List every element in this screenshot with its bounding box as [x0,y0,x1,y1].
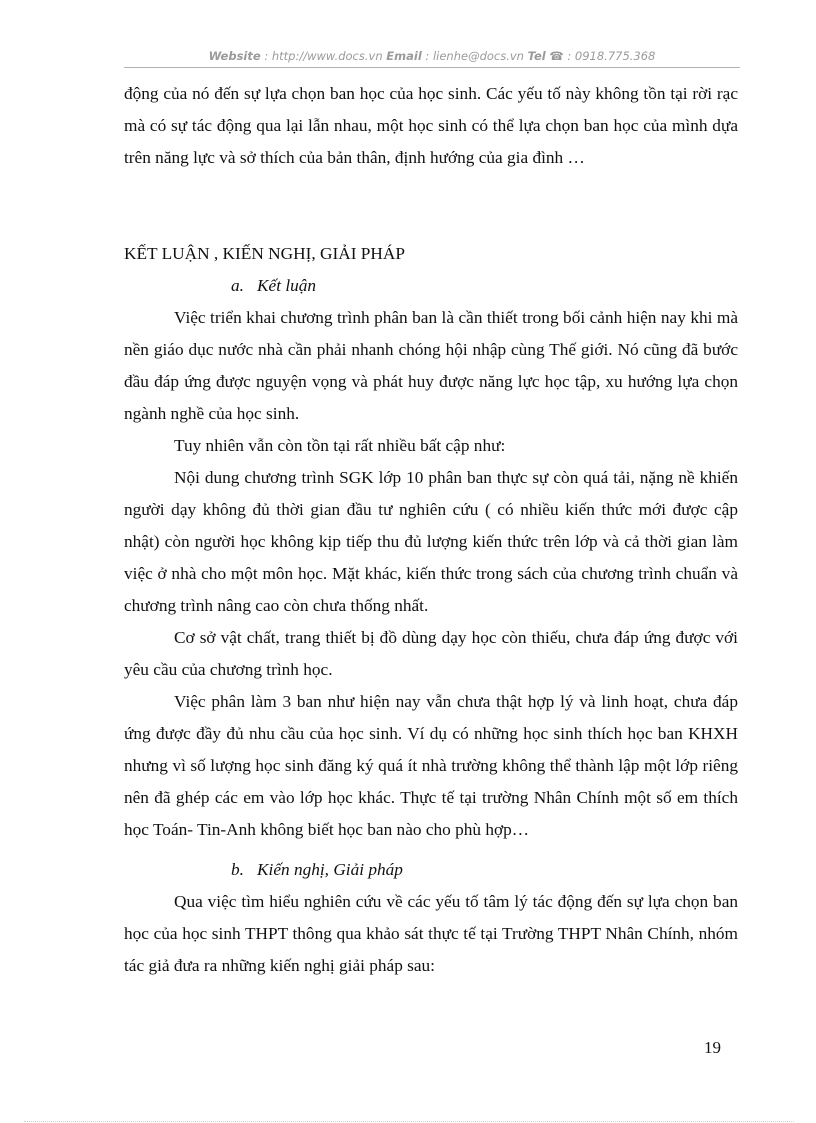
subheading-marker: a. [231,276,244,295]
website-value: : http://www.docs.vn [260,49,387,63]
tel-label: Tel [527,49,546,63]
website-label: Website [208,49,261,63]
section-heading: KẾT LUẬN , KIẾN NGHỊ, GIẢI PHÁP [124,244,405,263]
subheading-marker: b. [231,860,244,879]
email-value: : lienhe@docs.vn [421,49,528,63]
page-header [124,49,740,63]
subheading-text: Kiến nghị, Giải pháp [257,860,403,879]
document-body [124,78,738,982]
email-label: Email [386,49,422,63]
paragraph: Qua việc tìm hiểu nghiên cứu về các yếu tố tâm lý tác động đến sự lựa chọn ban học của học sinh THPT thông qua khảo sát thực tế tại Trường THPT Nhân Chính, nhóm tác giả đưa ra những kiến nghị giải pháp sau: [124,892,738,975]
paragraph: Nội dung chương trình SGK lớp 10 phân ban thực sự còn quá tải, nặng nề khiến người dạy không đủ thời gian đầu tư nghiên cứu ( có nhiều kiến thức mới được cập nhật) còn người học không kịp tiếp thu đủ lượng kiến thức trên lớp và cả thời gian làm việc ở nhà cho một môn học. Mặt khác, kiến thức trong sách của chương trình chuẩn và chương trình nâng cao còn chưa thống nhất. [124,468,738,615]
header-divider [124,67,740,68]
subheading-text: Kết luận [257,276,317,295]
paragraph: Việc phân làm 3 ban như hiện nay vẫn chưa thật hợp lý và linh hoạt, chưa đáp ứng được đầy đủ nhu cầu của học sinh. Ví dụ có những học sinh thích học ban KHXH nhưng vì số lượng học sinh đăng ký quá ít nhà trường không thể thành lập một lớp riêng nên đã ghép các em vào lớp học khác. Thực tế tại trường Nhân Chính một số em thích học Toán- Tin-Anh không biết học ban nào cho phù hợp… [124,692,738,839]
page-number: 19 [704,1038,721,1057]
paragraph: Việc triển khai chương trình phân ban là cần thiết trong bối cảnh hiện nay khi mà nền giáo dục nước nhà cần phải nhanh chóng hội nhập cùng Thế giới. Nó cũng đã bước đầu đáp ứng được nguyện vọng và phát huy được năng lực học tập, xu hướng lựa chọn ngành nghề của học sinh. [124,308,738,423]
paragraph-continuation: động của nó đến sự lựa chọn ban học của học sinh. Các yếu tố này không tồn tại rời rạc mà có sự tác động qua lại lẫn nhau, một học sinh có thể lựa chọn ban học của mình dựa trên năng lực và sở thích của bản thân, định hướng của gia đình … [124,84,738,167]
page-bottom-border [24,1121,794,1122]
subheading-recommendations [124,854,738,886]
paragraph: Tuy nhiên vẫn còn tồn tại rất nhiều bất cập như: [174,436,506,455]
paragraph: Cơ sở vật chất, trang thiết bị đồ dùng dạy học còn thiếu, chưa đáp ứng được với yêu cầu của chương trình học. [124,628,738,679]
tel-value: ☎ : 0918.775.368 [545,49,656,63]
subheading-conclusion [124,270,738,302]
